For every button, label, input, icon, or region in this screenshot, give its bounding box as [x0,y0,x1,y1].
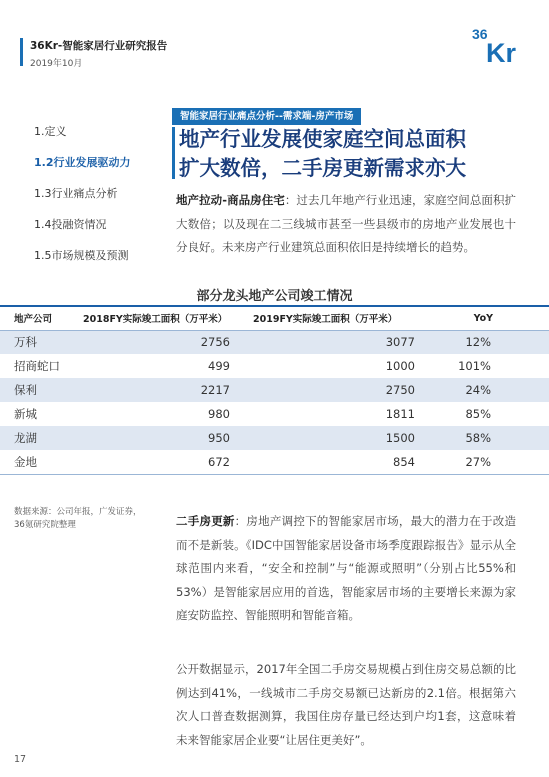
cell-company: 金地 [0,450,75,474]
data-source-note [14,506,164,532]
completion-table [0,305,549,475]
cell-company: 万科 [0,330,75,354]
paragraph-second-hand-lead: 二手房更新 [176,514,235,528]
cell-company: 龙湖 [0,426,75,450]
cell-company: 招商蛇口 [14,359,60,373]
col-header-2018: 2018FY实际竣工面积（万平米） [75,306,245,330]
data-source-line-2: 36氪研究院整理 [14,520,76,530]
36kr-logo [470,24,528,66]
paragraph-real-estate-text: ：过去几年地产行业迅速，家庭空间总面积扩大数倍；以及现在二三线城市甚至一些县级市的房地产业发展也十分良好。未来房产行业建筑总面积依旧是持续增长的趋势。 [176,193,516,254]
cell-yoy: 85% [465,407,491,421]
toc-item-drivers[interactable]: 1.2行业发展驱动力 [34,156,131,169]
table-title: 部分龙头地产公司竣工情况 [196,289,353,304]
toc-item-market-size[interactable]: 1.5市场规模及预测 [34,249,129,262]
table-row [0,402,549,426]
table-header-row [0,306,549,330]
cell-2018: 672 [75,450,245,474]
paragraph-public-data: 公开数据显示，2017年全国二手房交易规模占到住房交易总额的比例达到41%，一线城市二手房交易额已达新房的2.1倍。根据第六次人口普查数据测算，我国住房存量已经达到户均1套，这意味着未来智能家居企业要“让居住更美好”。 [176,662,516,747]
col-header-yoy: YoY [435,306,549,330]
cell-company: 保利 [0,378,75,402]
heading-line-2: 扩大数倍，二手房更新需求亦大 [179,156,466,180]
cell-2018: 950 [75,426,245,450]
page-heading [179,125,529,183]
table-row [0,330,549,354]
cell-2018: 2217 [75,378,245,402]
table-row [0,354,549,378]
toc-item-pain-points[interactable]: 1.3行业痛点分析 [34,187,118,200]
toc-item-investment[interactable]: 1.4投融资情况 [34,218,107,231]
heading-accent-bar [172,127,175,179]
heading-line-1: 地产行业发展使家庭空间总面积 [179,127,466,151]
logo-text-top: 36 [472,26,488,42]
col-header-2019: 2019FY实际竣工面积（万平米） [245,306,435,330]
table-row [0,426,549,450]
cell-2018: 499 [208,359,230,373]
cell-2019: 1000 [385,359,415,373]
toc-nav [34,124,164,279]
paragraph-second-hand-text: ：房地产调控下的智能家居市场，最大的潜力在于改造而不是新装。《IDC中国智能家居设备市场季度跟踪报告》显示从全球范围内来看，“安全和控制”与“能源或照明”（分别占比55%和53%）是智能家居应用的首选，智能家居市场的主要增长来源为家庭安防监控、智能照明和智能音箱。 [176,514,517,622]
paragraph-real-estate [176,189,516,260]
cell-yoy: 27% [435,450,549,474]
col-header-company: 地产公司 [0,306,75,330]
cell-company: 新城 [14,407,37,421]
paragraph-real-estate-lead: 地产拉动-商品房住宅 [176,193,285,207]
cell-2019: 2750 [245,378,435,402]
cell-yoy: 12% [435,330,549,354]
cell-2018: 980 [208,407,230,421]
logo-text-bottom: Kr [486,38,517,66]
cell-2018: 2756 [75,330,245,354]
header-accent-bar [20,38,23,66]
page-number: 17 [14,754,27,765]
report-title: 36Kr-智能家居行业研究报告 [30,40,168,52]
toc-item-definition[interactable]: 1.定义 [34,125,67,138]
cell-2019: 1811 [385,407,415,421]
cell-2019: 3077 [245,330,435,354]
cell-yoy: 101% [458,359,491,373]
data-source-line-1: 数据来源：公司年报，广发证券， [14,507,142,517]
cell-2019: 1500 [245,426,435,450]
cell-yoy: 24% [435,378,549,402]
table-row [0,450,549,474]
cell-2019: 854 [245,450,435,474]
cell-yoy: 58% [435,426,549,450]
paragraph-second-hand [176,510,516,628]
section-tag: 智能家居行业痛点分析--需求端-房产市场 [172,108,361,125]
table-row [0,378,549,402]
report-date: 2019年10月 [30,59,83,69]
